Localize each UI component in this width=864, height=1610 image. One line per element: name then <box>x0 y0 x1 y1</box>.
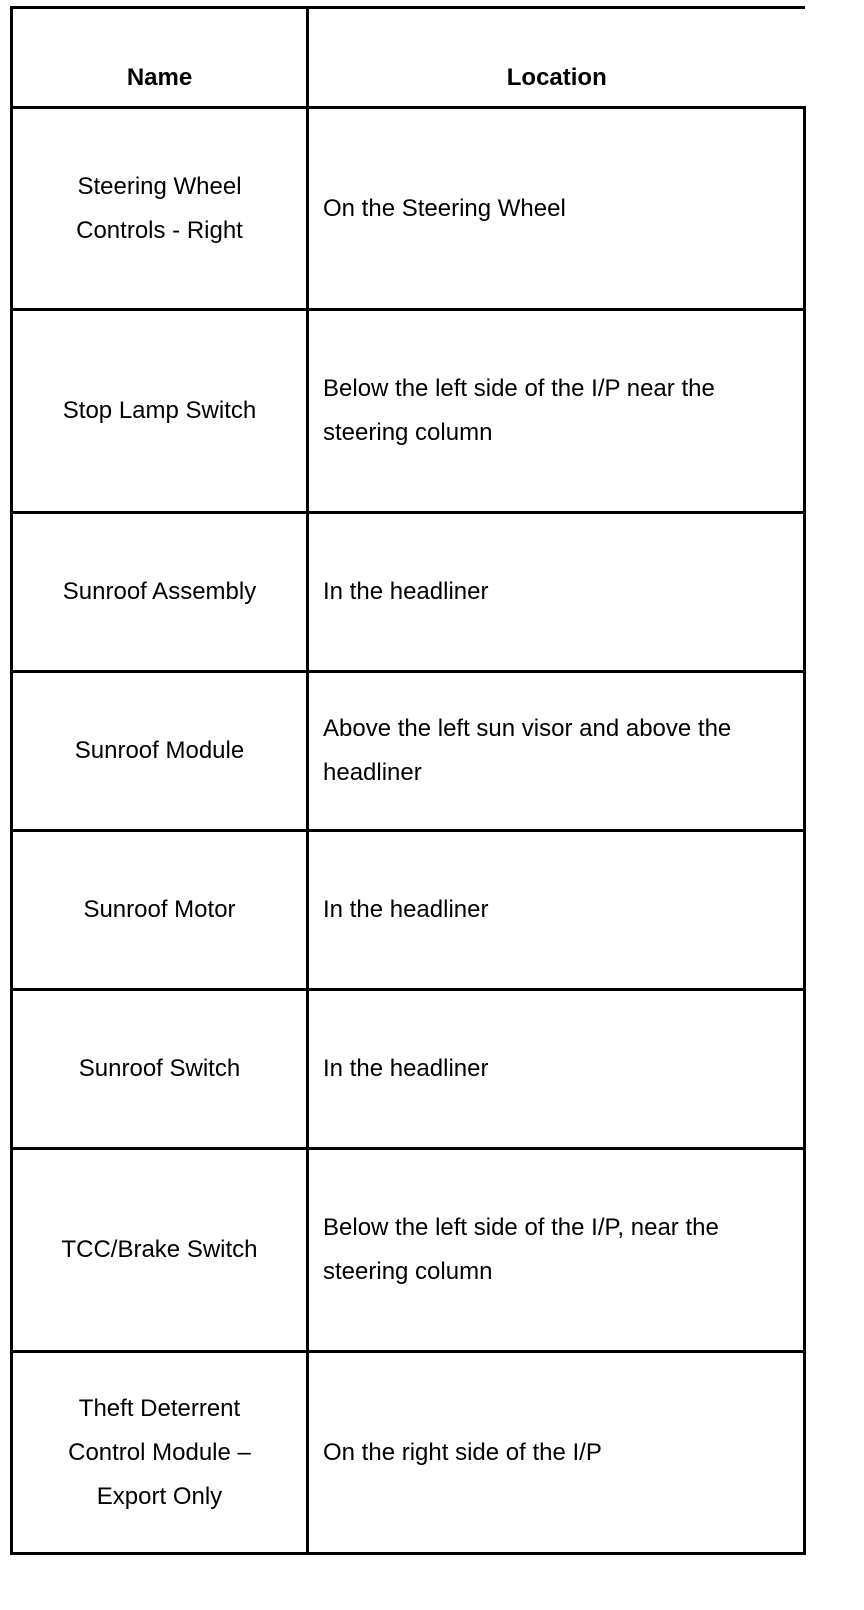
component-name: Sunroof Switch <box>78 1055 241 1082</box>
component-location-cell: In the headliner <box>308 513 805 672</box>
table-row <box>12 1149 805 1352</box>
component-name-cell <box>12 310 308 513</box>
component-name: Sunroof Assembly <box>62 578 257 605</box>
table-row <box>12 1352 805 1554</box>
name-column-header: Name <box>12 8 308 108</box>
table-row <box>12 513 805 672</box>
component-location-cell: Below the left side of the I/P near the steering column <box>308 310 805 513</box>
table-body <box>12 108 805 1554</box>
component-name-cell <box>12 108 308 310</box>
component-name: Sunroof Motor <box>83 896 236 923</box>
component-name-cell <box>12 1352 308 1554</box>
component-location-cell: Above the left sun visor and above the headliner <box>308 672 805 831</box>
component-location-cell: On the right side of the I/P <box>308 1352 805 1554</box>
component-name-cell <box>12 831 308 990</box>
component-location-table <box>10 6 806 1555</box>
table-row <box>12 990 805 1149</box>
component-name: Steering Wheel Controls - Right <box>76 172 243 244</box>
component-location-cell: Below the left side of the I/P, near the steering column <box>308 1149 805 1352</box>
component-name-cell <box>12 1149 308 1352</box>
location-column-header: Location <box>308 8 805 108</box>
component-location-cell: In the headliner <box>308 831 805 990</box>
component-name: Stop Lamp Switch <box>62 397 257 424</box>
component-name-cell <box>12 990 308 1149</box>
component-name: Theft Deterrent Control Module – Export Only <box>68 1394 251 1510</box>
component-location-cell: In the headliner <box>308 990 805 1149</box>
table-row <box>12 108 805 310</box>
table-row <box>12 831 805 990</box>
component-name-cell <box>12 513 308 672</box>
header-row <box>12 8 805 108</box>
component-name: TCC/Brake Switch <box>61 1236 258 1263</box>
table-header <box>12 8 805 108</box>
component-name-cell <box>12 672 308 831</box>
table-row <box>12 310 805 513</box>
component-location-cell: On the Steering Wheel <box>308 108 805 310</box>
component-name: Sunroof Module <box>74 737 245 764</box>
table-row <box>12 672 805 831</box>
